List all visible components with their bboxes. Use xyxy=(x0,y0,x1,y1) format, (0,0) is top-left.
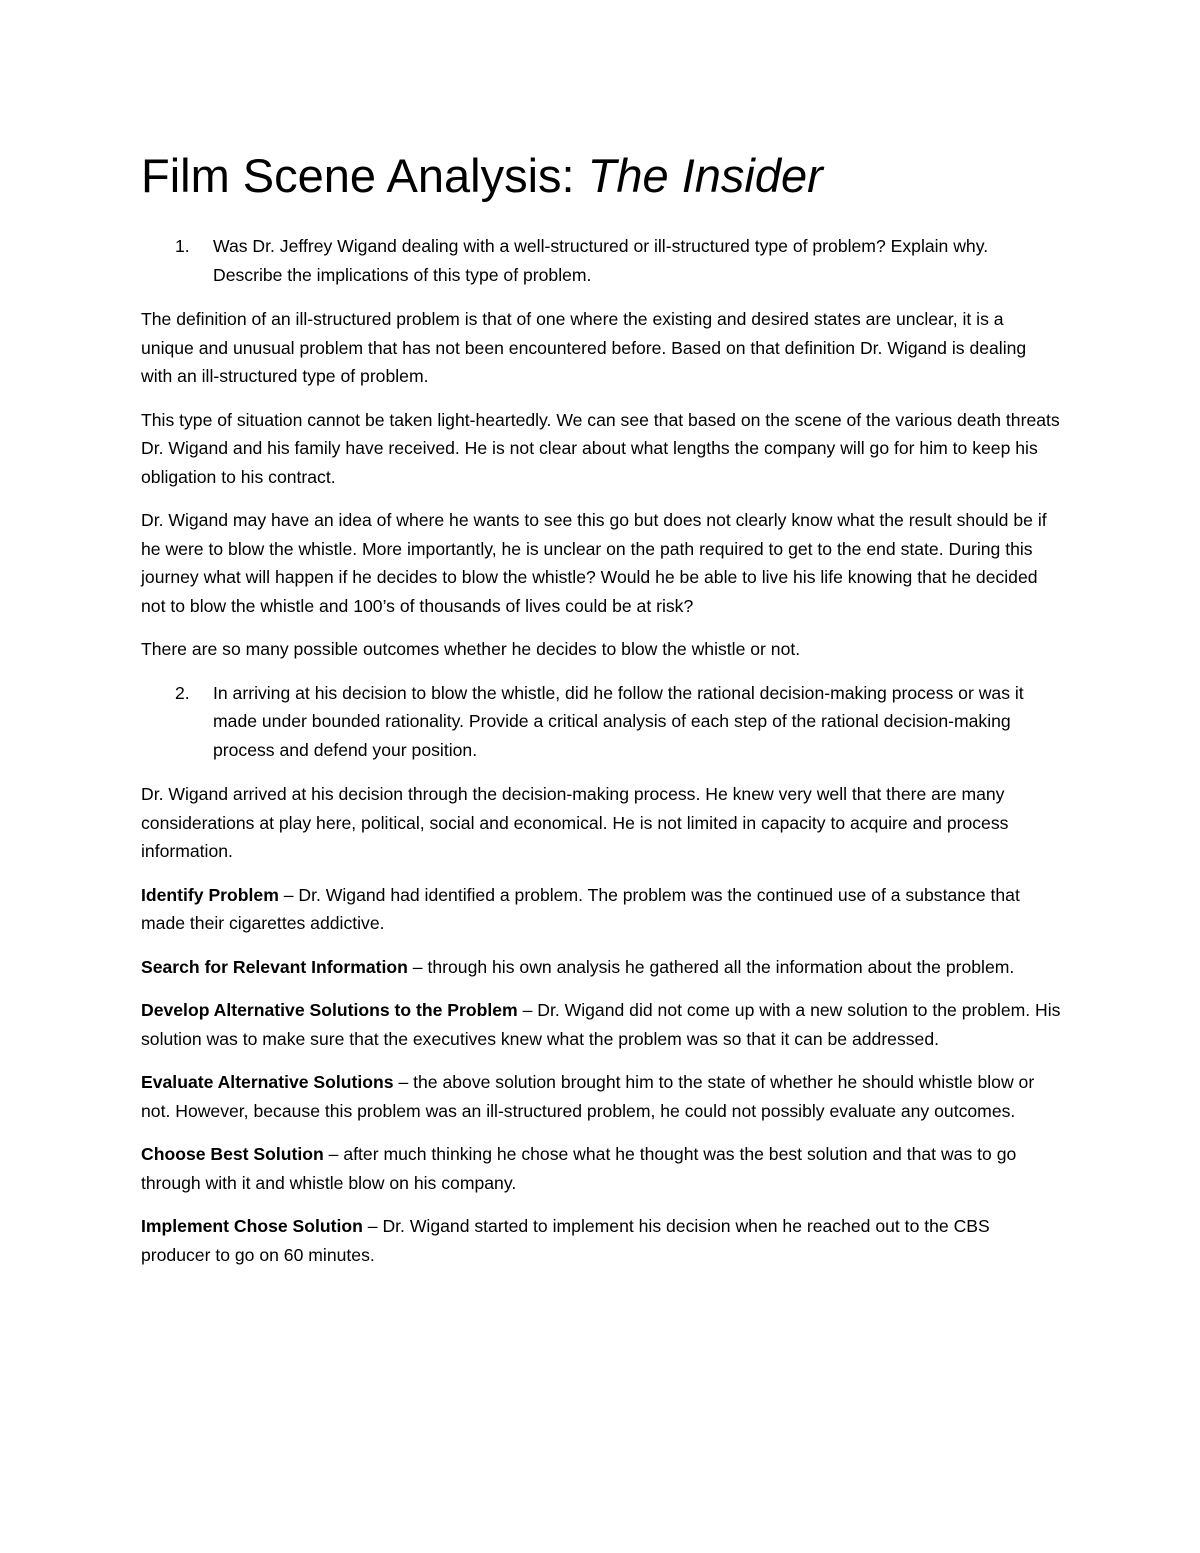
answer-2-intro: Dr. Wigand arrived at his decision through the decision-making process. He knew very well that there are many considerations at play here, political, social and economical. He is not limited in capacity to acquire and process information. xyxy=(141,784,1009,861)
step-paragraph xyxy=(141,996,1061,1053)
step-text: – after much thinking he chose what he thought was the best solution and that was to go through with it and whistle blow on his company. xyxy=(141,1144,1017,1193)
step-paragraph xyxy=(141,1212,1061,1269)
step-text: – Dr. Wigand started to implement his decision when he reached out to the CBS producer to go on 60 minutes. xyxy=(141,1216,990,1265)
step-label: Choose Best Solution xyxy=(141,1144,324,1164)
answer-1-paragraph: The definition of an ill-structured problem is that of one where the existing and desired states are unclear, it is a unique and unusual problem that has not been encountered before. Based on that definition Dr. Wigand is dealing with an ill-structured type of problem. xyxy=(141,309,1027,386)
step-text: – the above solution brought him to the state of whether he should whistle blow or not. However, because this problem was an ill-structured problem, he could not possibly evaluate any outcomes. xyxy=(141,1072,1035,1121)
title-film-name: The Insider xyxy=(587,149,823,202)
question-2-number: 2. xyxy=(175,682,190,703)
question-2-text: In arriving at his decision to blow the whistle, did he follow the rational decision-making process or was it made under bounded rationality. Provide a critical analysis of each step of the rational decision-making process and defend your position. xyxy=(213,682,1024,760)
step-paragraph xyxy=(141,1140,1061,1197)
question-2 xyxy=(141,679,1061,765)
title-prefix: Film Scene Analysis: xyxy=(141,149,588,202)
answer-1-paragraph: There are so many possible outcomes whether he decides to blow the whistle or not. xyxy=(141,639,801,659)
step-paragraph xyxy=(141,881,1061,938)
step-paragraph xyxy=(141,953,1061,982)
document-body xyxy=(141,138,1061,1284)
step-paragraph xyxy=(141,1068,1061,1125)
question-1 xyxy=(141,232,1061,289)
step-label: Develop Alternative Solutions to the Problem xyxy=(141,1000,518,1020)
page-title xyxy=(141,138,1061,214)
step-label: Evaluate Alternative Solutions xyxy=(141,1072,394,1092)
step-text: – Dr. Wigand did not come up with a new solution to the problem. His solution was to make sure that the executives knew what the problem was so that it can be addressed. xyxy=(141,1000,1061,1049)
question-1-number: 1. xyxy=(175,236,190,256)
step-label: Identify Problem xyxy=(141,884,279,905)
step-label: Search for Relevant Information xyxy=(141,956,408,977)
answer-1-paragraph: This type of situation cannot be taken light-heartedly. We can see that based on the scene of the various death threats Dr. Wigand and his family have received. He is not clear about what lengths the company will go for him to keep his obligation to his contract. xyxy=(141,409,1060,487)
step-text: – Dr. Wigand had identified a problem. The problem was the continued use of a substance that made their cigarettes addictive. xyxy=(141,884,1020,933)
step-text: – through his own analysis he gathered all the information about the problem. xyxy=(407,956,1015,977)
step-label: Implement Chose Solution xyxy=(141,1216,363,1236)
question-1-text: Was Dr. Jeffrey Wigand dealing with a well-structured or ill-structured type of problem? Explain why. Describe the implications of this type of problem. xyxy=(213,236,989,285)
answer-1-paragraph: Dr. Wigand may have an idea of where he wants to see this go but does not clearly know what the result should be if he were to blow the whistle. More importantly, he is unclear on the path required to get to the end state. During this journey what will happen if he decides to blow the whistle? Would he be able to live his life knowing that he decided not to blow the whistle and 100’s of thousands of lives could be at risk? xyxy=(141,510,1047,616)
